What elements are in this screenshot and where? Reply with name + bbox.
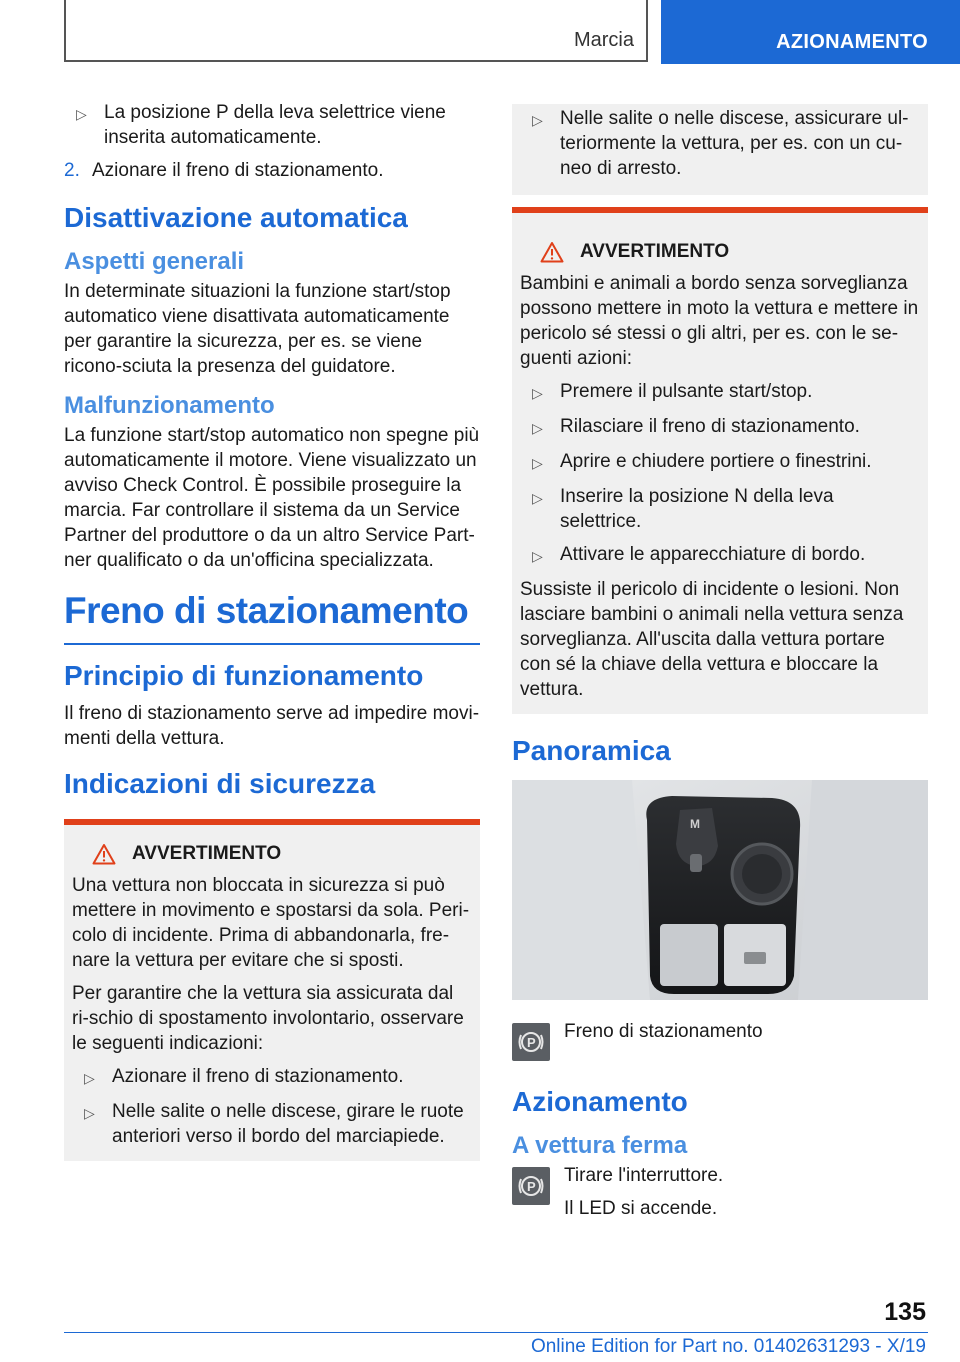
icon-caption: Freno di stazionamento xyxy=(564,1021,763,1042)
page-number: 135 xyxy=(884,1298,926,1326)
list-item: ▷ Nelle salite o nelle discese, assicurare ul‐teriormente la vettura, per es. con un cu‐neo di arresto. xyxy=(520,106,920,181)
list-item: ▷ Azionare il freno di stazionamento. xyxy=(72,1064,472,1091)
triangle-bullet-icon: ▷ xyxy=(532,548,543,564)
section-title: Marcia xyxy=(573,29,634,51)
triangle-bullet-icon: ▷ xyxy=(532,455,543,471)
triangle-bullet-icon: ▷ xyxy=(84,1070,95,1086)
heading-disattivazione: Disattivazione automatica xyxy=(64,202,408,233)
triangle-bullet-icon: ▷ xyxy=(532,490,543,506)
triangle-bullet-icon: ▷ xyxy=(76,106,87,122)
heading-principio: Principio di funzionamento xyxy=(64,660,424,691)
heading-a-vettura-ferma: A vettura ferma xyxy=(512,1132,688,1159)
numbered-step xyxy=(64,158,480,183)
parking-brake-icon xyxy=(512,1023,550,1061)
triangle-bullet-icon: ▷ xyxy=(532,385,543,401)
svg-text:M: M xyxy=(690,817,700,831)
center-console-photo xyxy=(512,780,928,1000)
header-section-tab xyxy=(64,0,648,62)
svg-text:P: P xyxy=(527,1035,536,1050)
header-chapter-tab xyxy=(661,0,960,64)
list-item xyxy=(64,100,480,150)
instruction-text: Tirare l'interruttore. xyxy=(564,1165,724,1186)
heading-aspetti-generali: Aspetti generali xyxy=(64,248,245,275)
right-column xyxy=(512,104,928,1235)
edition-text: Online Edition for Part no. 01402631293 - X/19 xyxy=(530,1336,926,1357)
heading-freno-di-stazionamento: Freno di stazionamento xyxy=(64,590,469,631)
list-item: ▷ Rilasciare il freno di stazionamento. xyxy=(520,414,920,441)
list-item: ▷ Nelle salite o nelle discese, girare le ruote anteriori verso il bordo del marciapiede. xyxy=(72,1099,472,1149)
paragraph-malfunzionamento: La funzione start/stop automatico non spegne più automaticamente il motore. Viene visualizzato un avviso Check Control. È possibile proseguire la marcia. Far controllare il sistema da un Service Partner del produttore o da un altro Service Part‐ner qualificato o da un'officina specializzata. xyxy=(64,425,480,571)
warning-paragraph: Una vettura non bloccata in sicurezza si può mettere in movimento e spostarsi da sola. Peri‐colo di incidente. Prima di abbandonarla, fre‐nare la vettura per evitare che si sposti. xyxy=(72,875,470,971)
warning-title: AVVERTIMENTO xyxy=(520,241,920,263)
continued-box xyxy=(512,104,928,195)
triangle-bullet-icon: ▷ xyxy=(532,420,543,436)
icon-caption-row xyxy=(512,1019,928,1061)
list-item: ▷ Attivare le apparecchiature di bordo. xyxy=(520,542,920,569)
triangle-bullet-icon: ▷ xyxy=(84,1105,95,1121)
list-item: ▷ Aprire e chiudere portiere o finestrini. xyxy=(520,449,920,476)
paragraph-aspetti: In determinate situazioni la funzione start/stop automatico viene disattivata automaticamente per garantire la sicurezza, per es. se viene ricono‐sciuta la presenza del guidatore. xyxy=(64,281,451,377)
triangle-bullet-icon: ▷ xyxy=(532,112,543,128)
icon-caption-row xyxy=(512,1163,928,1229)
warning-paragraph: Bambini e animali a bordo senza sorveglianza possono mettere in moto la vettura e mettere in pericolo sé stessi o gli altri, per es. con le se‐guenti azioni: xyxy=(520,273,919,369)
warning-paragraph: Sussiste il pericolo di incidente o lesioni. Non lasciare bambini o animali nella vettura senza sorveglianza. All'uscita dalla vettura portare con sé la chiave della vettura e bloccare la vettura. xyxy=(520,579,904,700)
chapter-title: AZIONAMENTO xyxy=(776,31,928,53)
page-footer xyxy=(64,1298,928,1362)
paragraph-principio: Il freno di stazionamento serve ad impedire movi‐menti della vettura. xyxy=(64,703,480,749)
heading-azionamento: Azionamento xyxy=(512,1086,688,1117)
left-column xyxy=(64,100,480,1169)
heading-indicazioni: Indicazioni di sicurezza xyxy=(64,768,376,799)
list-item-text: La posizione P della leva selettrice viene inserita automaticamente. xyxy=(104,102,446,148)
heading-rule xyxy=(64,643,480,645)
footer-rule xyxy=(64,1332,928,1333)
instruction-text: Il LED si accende. xyxy=(564,1198,718,1219)
parking-brake-icon xyxy=(512,1167,550,1205)
heading-panoramica: Panoramica xyxy=(512,735,671,766)
svg-text:P: P xyxy=(527,1179,536,1194)
warning-title: AVVERTIMENTO xyxy=(72,843,472,865)
warning-paragraph: Per garantire che la vettura sia assicurata dal ri‐schio di spostamento involontario, osservare le seguenti indicazioni: xyxy=(72,983,464,1054)
step-number: 2. xyxy=(64,160,80,181)
warning-triangle-icon xyxy=(92,843,116,865)
list-item: ▷ Inserire la posizione N della leva selettrice. xyxy=(520,484,920,534)
heading-malfunzionamento: Malfunzionamento xyxy=(64,392,275,419)
step-text: Azionare il freno di stazionamento. xyxy=(92,160,384,181)
list-item: ▷ Premere il pulsante start/stop. xyxy=(520,379,920,406)
warning-box xyxy=(64,819,480,1161)
warning-triangle-icon xyxy=(540,241,564,263)
warning-box xyxy=(512,207,928,714)
